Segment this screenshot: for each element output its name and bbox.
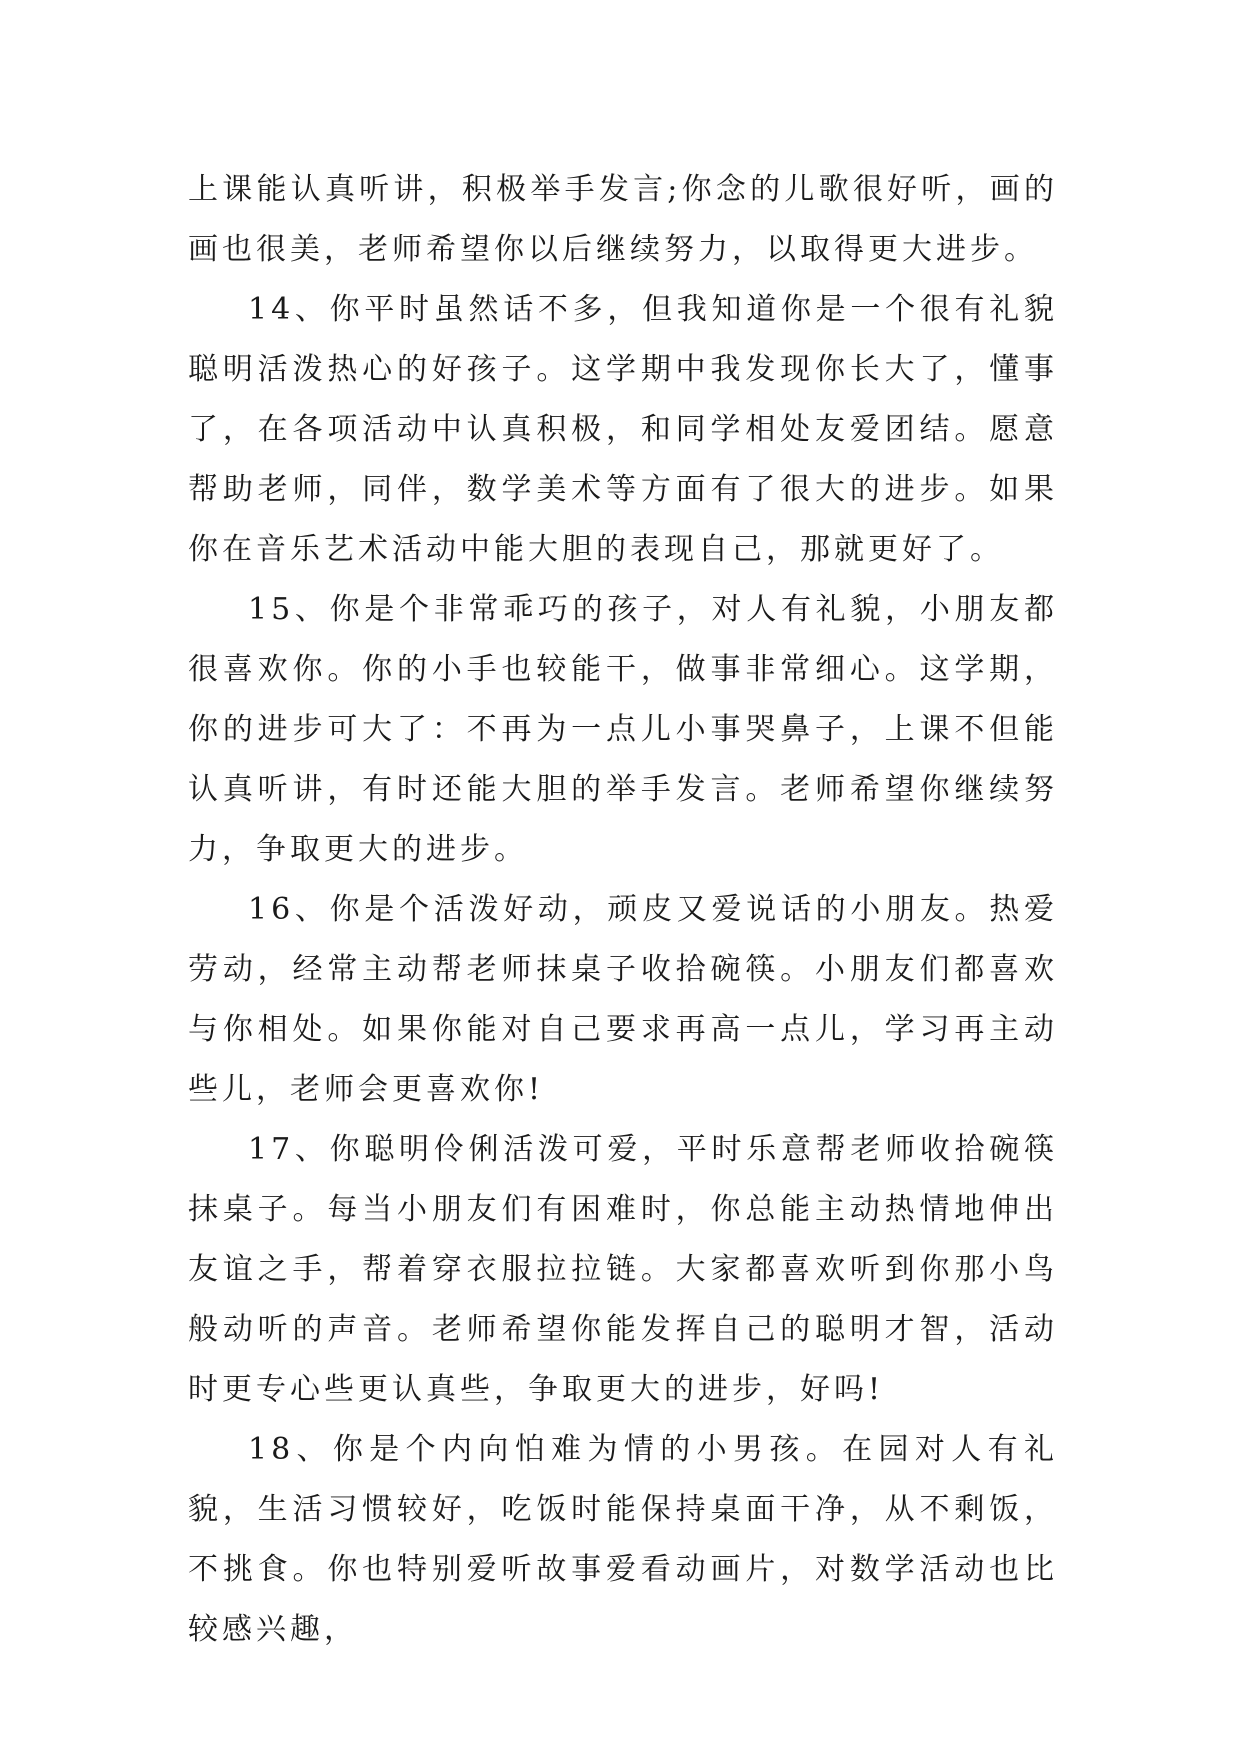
paragraph-item-16: 16、你是个活泼好动，顽皮又爱说话的小朋友。热爱劳动，经常主动帮老师抹桌子收拾碗筷。小朋友们都喜欢与你相处。如果你能对自己要求再高一点儿，学习再主动些儿，老师会更喜欢你! (188, 892, 1058, 1107)
document-body (188, 160, 1058, 1660)
paragraph-item-15: 15、你是个非常乖巧的孩子，对人有礼貌，小朋友都很喜欢你。你的小手也较能干，做事非常细心。这学期，你的进步可大了：不再为一点儿小事哭鼻子，上课不但能认真听讲，有时还能大胆的举手发言。老师希望你继续努力，争取更大的进步。 (188, 592, 1058, 867)
paragraph-continuation: 上课能认真听讲，积极举手发言;你念的儿歌很好听，画的画也很美，老师希望你以后继续努力，以取得更大进步。 (188, 172, 1058, 267)
paragraph-item-14: 14、你平时虽然话不多，但我知道你是一个很有礼貌聪明活泼热心的好孩子。这学期中我发现你长大了，懂事了，在各项活动中认真积极，和同学相处友爱团结。愿意帮助老师，同伴，数学美术等方面有了很大的进步。如果你在音乐艺术活动中能大胆的表现自己，那就更好了。 (188, 292, 1058, 567)
paragraph-item-18: 18、你是个内向怕难为情的小男孩。在园对人有礼貌，生活习惯较好，吃饭时能保持桌面干净，从不剩饭，不挑食。你也特别爱听故事爱看动画片，对数学活动也比较感兴趣， (188, 1432, 1058, 1647)
paragraph-item-17: 17、你聪明伶俐活泼可爱，平时乐意帮老师收拾碗筷抹桌子。每当小朋友们有困难时，你总能主动热情地伸出友谊之手，帮着穿衣服拉拉链。大家都喜欢听到你那小鸟般动听的声音。老师希望你能发挥自己的聪明才智，活动时更专心些更认真些，争取更大的进步，好吗! (188, 1132, 1058, 1407)
